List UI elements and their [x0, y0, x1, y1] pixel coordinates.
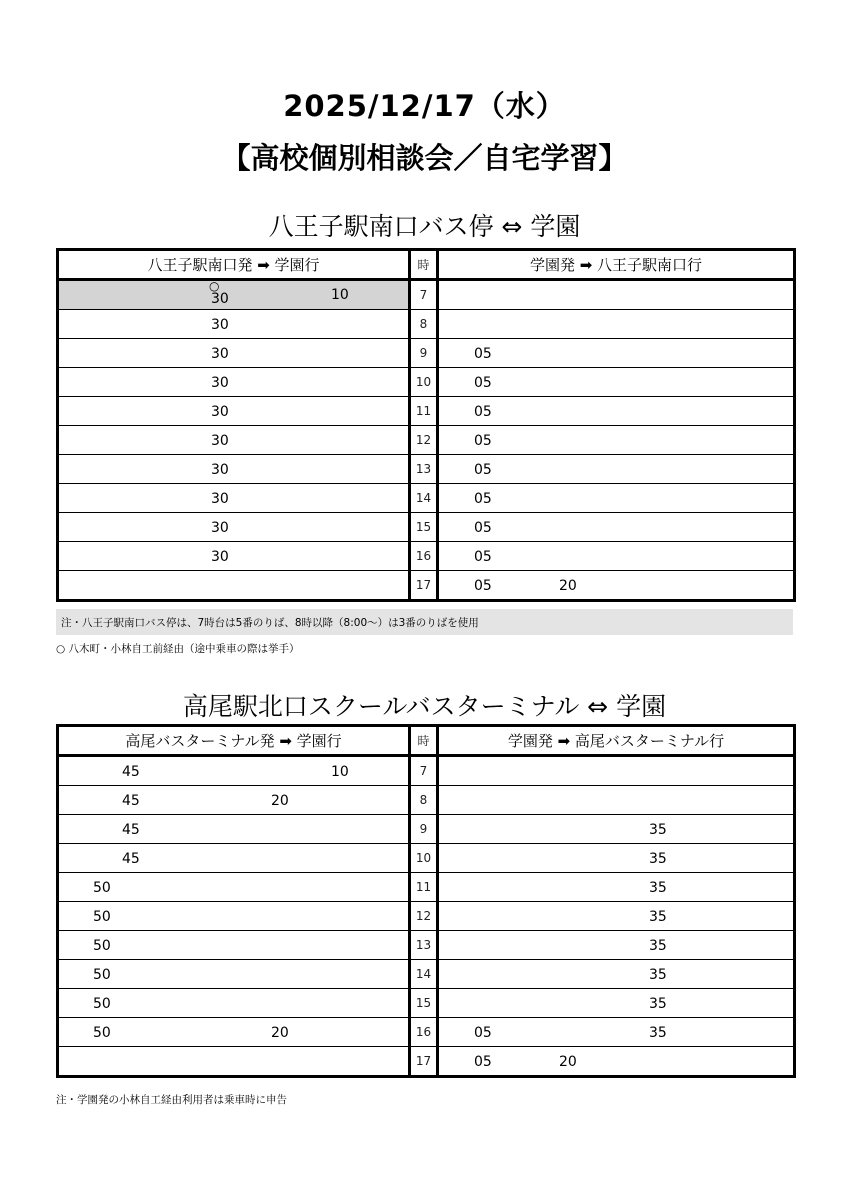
route2-outbound-cell	[58, 873, 410, 902]
route1-header-hour: 時	[410, 250, 438, 280]
route1-return-cell	[438, 426, 795, 455]
departure-minute: 30	[211, 549, 229, 565]
table-row	[58, 873, 795, 902]
hour-cell: 13	[410, 455, 438, 484]
hour-cell: 17	[410, 1047, 438, 1077]
route2-return-cell	[438, 960, 795, 989]
hour-cell: 17	[410, 571, 438, 601]
route1-outbound-cell	[58, 280, 410, 310]
departure-minute: 50	[93, 880, 111, 896]
route1-outbound-cell	[58, 339, 410, 368]
departure-minute: 30	[211, 375, 229, 391]
table-row	[58, 844, 795, 873]
route1-return-cell	[438, 571, 795, 601]
departure-minute: 45	[122, 822, 140, 838]
table-row	[58, 902, 795, 931]
route-mark-circle: ○	[209, 279, 220, 293]
route2-outbound-cell	[58, 786, 410, 815]
departure-minute: 35	[649, 909, 667, 925]
table-row	[58, 339, 795, 368]
route1-outbound-cell	[58, 513, 410, 542]
departure-minute: 30	[211, 317, 229, 333]
route1-return-cell	[438, 542, 795, 571]
departure-minute: 05	[474, 346, 492, 362]
route1-return-cell	[438, 513, 795, 542]
departure-minute: 05	[474, 433, 492, 449]
table-row	[58, 426, 795, 455]
route1-header-return: 学園発 ➡ 八王子駅南口行	[438, 250, 795, 280]
route1-return-cell	[438, 339, 795, 368]
hour-cell: 12	[410, 426, 438, 455]
departure-minute: 05	[474, 578, 492, 594]
route1-outbound-cell	[58, 397, 410, 426]
departure-minute: 35	[649, 967, 667, 983]
route2-return-cell	[438, 1047, 795, 1077]
departure-minute: 05	[474, 549, 492, 565]
departure-minute: 50	[93, 938, 111, 954]
route2-outbound-cell	[58, 989, 410, 1018]
departure-minute: 35	[649, 1025, 667, 1041]
hour-cell: 11	[410, 873, 438, 902]
route1-return-cell	[438, 484, 795, 513]
table-row	[58, 542, 795, 571]
departure-minute: 20	[559, 1054, 577, 1070]
route2-header-hour: 時	[410, 726, 438, 756]
hour-cell: 15	[410, 513, 438, 542]
route2-timetable	[56, 724, 796, 1078]
departure-minute: 30	[211, 491, 229, 507]
hour-cell: 16	[410, 542, 438, 571]
route2-return-cell	[438, 902, 795, 931]
table-row	[58, 1018, 795, 1047]
route1-return-cell	[438, 397, 795, 426]
route1-outbound-cell	[58, 571, 410, 601]
departure-minute: 35	[649, 880, 667, 896]
route2-title: 高尾駅北口スクールバスターミナル ⇔ 学園	[182, 692, 667, 721]
departure-minute: 30	[211, 520, 229, 536]
departure-minute: 30	[211, 346, 229, 362]
table-row	[58, 1047, 795, 1077]
hour-cell: 13	[410, 931, 438, 960]
route2-outbound-cell	[58, 902, 410, 931]
table-row	[58, 989, 795, 1018]
departure-minute: 05	[474, 375, 492, 391]
departure-minute: 20	[271, 793, 289, 809]
event-subtitle: 【高校個別相談会／自宅学習】	[221, 141, 628, 175]
table-row	[58, 280, 795, 310]
departure-minute: 50	[93, 909, 111, 925]
hour-cell: 14	[410, 960, 438, 989]
departure-minute: 05	[474, 1025, 492, 1041]
route2-outbound-cell	[58, 1047, 410, 1077]
departure-minute: 20	[271, 1025, 289, 1041]
route1-note-via: ○ 八木町・小林自工前経由（途中乗車の際は挙手）	[56, 643, 300, 655]
route1-note-platform: 注・八王子駅南口バス停は、7時台は5番のりば、8時以降（8:00～）は3番のりばを使用	[56, 609, 793, 635]
hour-cell: 9	[410, 815, 438, 844]
route2-note-kobayashi: 注・学園発の小林自工経由利用者は乗車時に申告	[56, 1094, 287, 1106]
route2-return-cell	[438, 931, 795, 960]
hour-cell: 14	[410, 484, 438, 513]
route2-return-cell	[438, 756, 795, 786]
route1-outbound-cell	[58, 542, 410, 571]
route1-return-cell	[438, 368, 795, 397]
date-heading: 2025/12/17（水）	[283, 89, 566, 123]
hour-cell: 8	[410, 310, 438, 339]
hour-cell: 11	[410, 397, 438, 426]
table-row	[58, 455, 795, 484]
route1-return-cell	[438, 455, 795, 484]
hour-cell: 7	[410, 756, 438, 786]
route1-return-cell	[438, 280, 795, 310]
table-row	[58, 513, 795, 542]
table-row	[58, 756, 795, 786]
hour-cell: 15	[410, 989, 438, 1018]
table-row	[58, 815, 795, 844]
route2-return-cell	[438, 815, 795, 844]
table-row	[58, 397, 795, 426]
departure-minute: 35	[649, 851, 667, 867]
route1-header-outbound: 八王子駅南口発 ➡ 学園行	[58, 250, 410, 280]
departure-minute: 35	[649, 938, 667, 954]
route1-return-cell	[438, 310, 795, 339]
route2-outbound-cell	[58, 756, 410, 786]
hour-cell: 16	[410, 1018, 438, 1047]
table-row	[58, 786, 795, 815]
table-row	[58, 960, 795, 989]
hour-cell: 10	[410, 368, 438, 397]
route2-outbound-cell	[58, 960, 410, 989]
departure-minute: 05	[474, 1054, 492, 1070]
departure-minute: 30	[211, 462, 229, 478]
route2-return-cell	[438, 786, 795, 815]
route2-outbound-cell	[58, 815, 410, 844]
departure-minute: 30	[211, 433, 229, 449]
departure-minute: 10	[331, 764, 349, 780]
departure-minute: 50	[93, 996, 111, 1012]
departure-minute: 05	[474, 462, 492, 478]
departure-minute: 35	[649, 996, 667, 1012]
hour-cell: 9	[410, 339, 438, 368]
departure-minute: 05	[474, 491, 492, 507]
hour-cell: 7	[410, 280, 438, 310]
table-row	[58, 484, 795, 513]
route2-outbound-cell	[58, 844, 410, 873]
hour-cell: 8	[410, 786, 438, 815]
table-row	[58, 368, 795, 397]
departure-minute: 50	[93, 967, 111, 983]
route2-header-outbound: 高尾バスターミナル発 ➡ 学園行	[58, 726, 410, 756]
departure-minute: 05	[474, 404, 492, 420]
departure-minute: 45	[122, 793, 140, 809]
route1-outbound-cell	[58, 455, 410, 484]
departure-minute: 45	[122, 851, 140, 867]
route2-outbound-cell	[58, 931, 410, 960]
route2-outbound-cell	[58, 1018, 410, 1047]
table-row	[58, 310, 795, 339]
departure-minute: 30	[211, 291, 229, 307]
route1-outbound-cell	[58, 310, 410, 339]
departure-minute: 20	[559, 578, 577, 594]
route1-title: 八王子駅南口バス停 ⇔ 学園	[268, 212, 581, 241]
departure-minute: 35	[649, 822, 667, 838]
route1-timetable	[56, 248, 796, 602]
route2-header-return: 学園発 ➡ 高尾バスターミナル行	[438, 726, 795, 756]
route2-return-cell	[438, 844, 795, 873]
departure-minute: 50	[93, 1025, 111, 1041]
route1-outbound-cell	[58, 368, 410, 397]
departure-minute: 05	[474, 520, 492, 536]
route2-return-cell	[438, 1018, 795, 1047]
departure-minute: 45	[122, 764, 140, 780]
route2-return-cell	[438, 989, 795, 1018]
table-row	[58, 931, 795, 960]
hour-cell: 12	[410, 902, 438, 931]
route1-outbound-cell	[58, 426, 410, 455]
route2-return-cell	[438, 873, 795, 902]
table-row	[58, 571, 795, 601]
departure-minute: 30	[211, 404, 229, 420]
route1-outbound-cell	[58, 484, 410, 513]
hour-cell: 10	[410, 844, 438, 873]
departure-minute: 10	[331, 287, 349, 303]
